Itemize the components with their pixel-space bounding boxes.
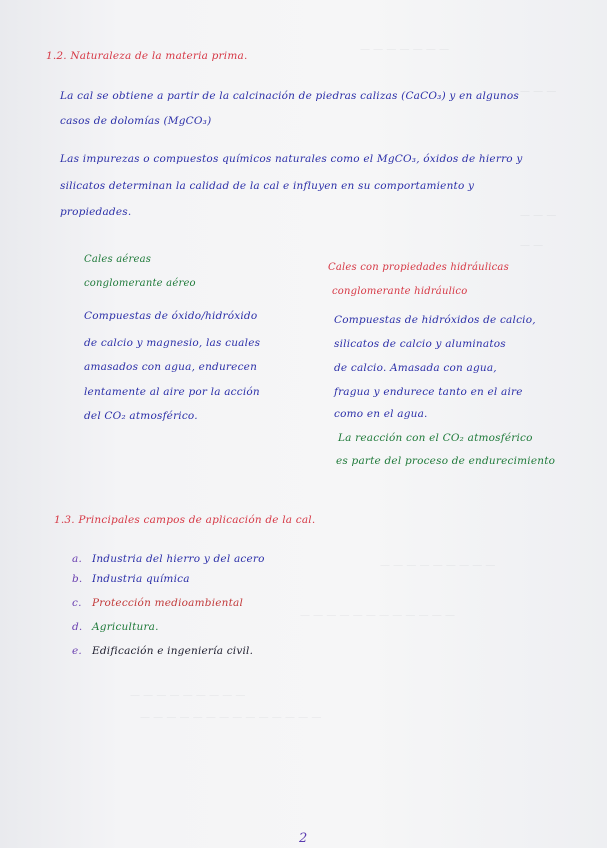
page-number: 2 [299,831,308,846]
cales-aereas-subtitle: conglomerante aéreo [84,278,196,289]
paragraph-line: La cal se obtiene a partir de la calcinación de piedras calizas (CaCO₃) y en algunos [60,90,519,102]
cales-hidraulicas-note: La reacción con el CO₂ atmosférico [338,432,533,444]
list-marker: a. [72,553,82,565]
cales-hidraulicas-line: Compuestas de hidróxidos de calcio, [334,314,536,326]
bleed-through: — — — — — — — — — — — — — — [140,712,322,723]
cales-aereas-line: amasados con agua, endurecen [84,361,258,373]
bleed-through: — — — [520,86,557,97]
cales-hidraulicas-line: como en el agua. [334,408,428,420]
list-marker: e. [72,645,82,657]
cales-aereas-line: de calcio y magnesio, las cuales [84,337,261,349]
list-item [72,597,243,609]
list-marker: b. [72,573,83,585]
bleed-through: — — — — — — — — — — — — [300,610,455,621]
section-heading-1-2: 1.2. Naturaleza de la materia prima. [46,50,248,62]
list-item [72,621,159,633]
list-item [72,645,253,657]
list-marker: c. [72,597,82,609]
list-marker: d. [72,621,83,633]
list-item [72,553,265,565]
section-heading-1-3: 1.3. Principales campos de aplicación de la cal. [54,514,316,526]
bleed-through: — — [520,240,544,251]
cales-hidraulicas-note: es parte del proceso de endurecimiento [336,455,556,467]
list-item-text: Industria del hierro y del acero [92,553,265,565]
cales-hidraulicas-line: de calcio. Amasada con agua, [334,362,497,374]
cales-hidraulicas-title: Cales con propiedades hidráulicas [328,262,509,273]
cales-aereas-title: Cales aéreas [84,254,152,265]
paragraph-line: propiedades. [60,206,132,218]
cales-aereas-line: lentamente al aire por la acción [84,386,260,398]
paragraph-line: casos de dolomías (MgCO₃) [60,115,212,127]
paragraph-line: silicatos determinan la calidad de la cal e influyen en su comportamiento y [60,180,475,192]
list-item-text: Industria química [92,573,190,585]
list-item-text: Agricultura. [92,621,159,633]
bleed-through: — — — — — — — — — [130,690,246,701]
bleed-through: — — — — — — — [360,44,450,55]
list-item-text: Protección medioambiental [92,597,244,609]
cales-aereas-line: del CO₂ atmosférico. [84,410,198,422]
cales-aereas-line: Compuestas de óxido/hidróxido [84,310,258,322]
cales-hidraulicas-line: silicatos de calcio y aluminatos [334,338,506,350]
bleed-through: — — — [520,210,557,221]
bleed-through: — — — — — — — — — [380,560,496,571]
cales-hidraulicas-subtitle: conglomerante hidráulico [332,286,468,297]
list-item [72,573,190,585]
cales-hidraulicas-line: fragua y endurece tanto en el aire [334,386,523,398]
list-item-text: Edificación e ingeniería civil. [92,645,254,657]
paragraph-line: Las impurezas o compuestos químicos naturales como el MgCO₃, óxidos de hierro y [60,153,523,165]
